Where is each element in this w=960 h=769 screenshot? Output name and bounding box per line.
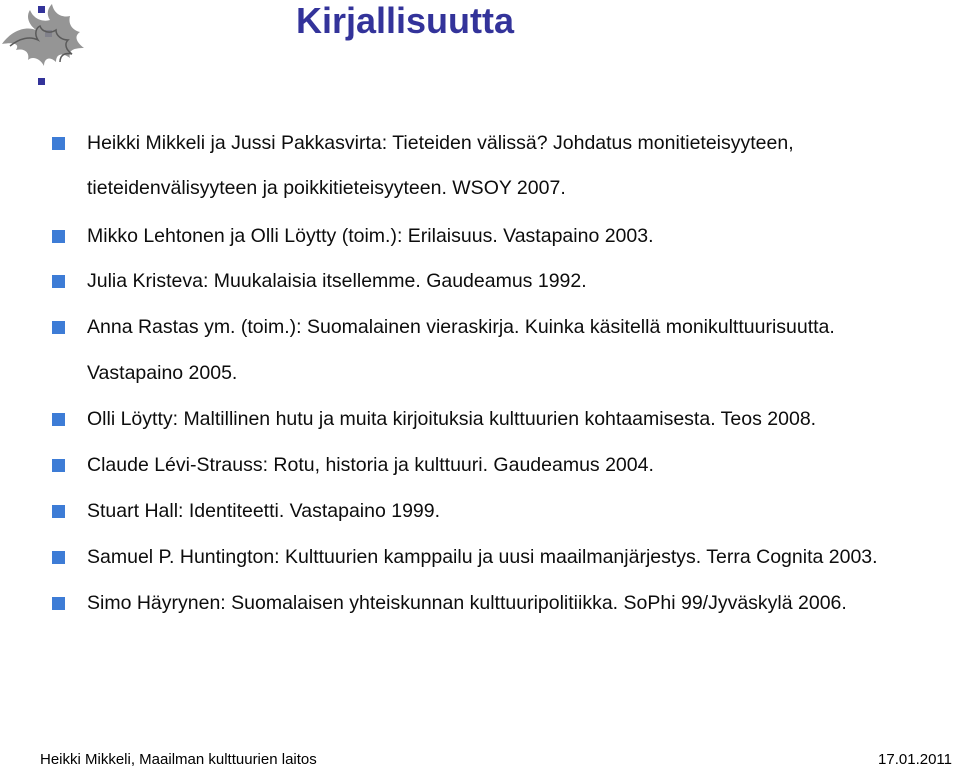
reference-text: Julia Kristeva: Muukalaisia itsellemme. Gaudeamus 1992. (87, 270, 587, 292)
reference-line (52, 451, 952, 479)
square-bullet-icon (52, 137, 65, 150)
reference-line (52, 313, 952, 341)
reference-line (52, 129, 952, 157)
reference-text: Mikko Lehtonen ja Olli Löytty (toim.): Erilaisuus. Vastapaino 2003. (87, 225, 654, 247)
footer-author: Heikki Mikkeli, Maailman kulttuurien laitos (40, 751, 317, 768)
reference-line (52, 267, 952, 295)
slide-title: Kirjallisuutta (296, 0, 515, 41)
reference-line (52, 405, 952, 433)
reference-line (52, 543, 952, 571)
square-bullet-icon (52, 413, 65, 426)
square-bullet-icon (52, 321, 65, 334)
reference-text: Claude Lévi-Strauss: Rotu, historia ja kulttuuri. Gaudeamus 2004. (87, 454, 654, 476)
reference-text: Anna Rastas ym. (toim.): Suomalainen vieraskirja. Kuinka käsitellä monikulttuurisuutta. (87, 316, 835, 338)
reference-text: Olli Löytty: Maltillinen hutu ja muita kirjoituksia kulttuurien kohtaamisesta. Teos 2008. (87, 408, 817, 430)
reference-text-continued: Vastapaino 2005. (87, 362, 238, 384)
square-bullet-icon (52, 505, 65, 518)
footer-date: 17.01.2011 (878, 751, 952, 768)
square-bullet-icon (52, 551, 65, 564)
reference-text: Stuart Hall: Identiteetti. Vastapaino 1999. (87, 500, 441, 522)
reference-text: Samuel P. Huntington: Kulttuurien kamppailu ja uusi maailmanjärjestys. Terra Cognita 2003. (87, 546, 878, 568)
square-bullet-icon (52, 597, 65, 610)
reference-line (52, 589, 952, 617)
reference-line (52, 497, 952, 525)
reference-text: Heikki Mikkeli ja Jussi Pakkasvirta: Tieteiden välissä? Johdatus monitieteisyyteen, (87, 132, 794, 154)
reference-line (52, 222, 952, 250)
square-bullet-icon (52, 459, 65, 472)
reference-text-continued: tieteidenvälisyyteen ja poikkitieteisyyteen. WSOY 2007. (87, 177, 566, 199)
square-bullet-icon (52, 230, 65, 243)
square-bullet-icon (52, 275, 65, 288)
reference-text: Simo Häyrynen: Suomalaisen yhteiskunnan kulttuuripolitiikka. SoPhi 99/Jyväskylä 2006. (87, 592, 847, 614)
